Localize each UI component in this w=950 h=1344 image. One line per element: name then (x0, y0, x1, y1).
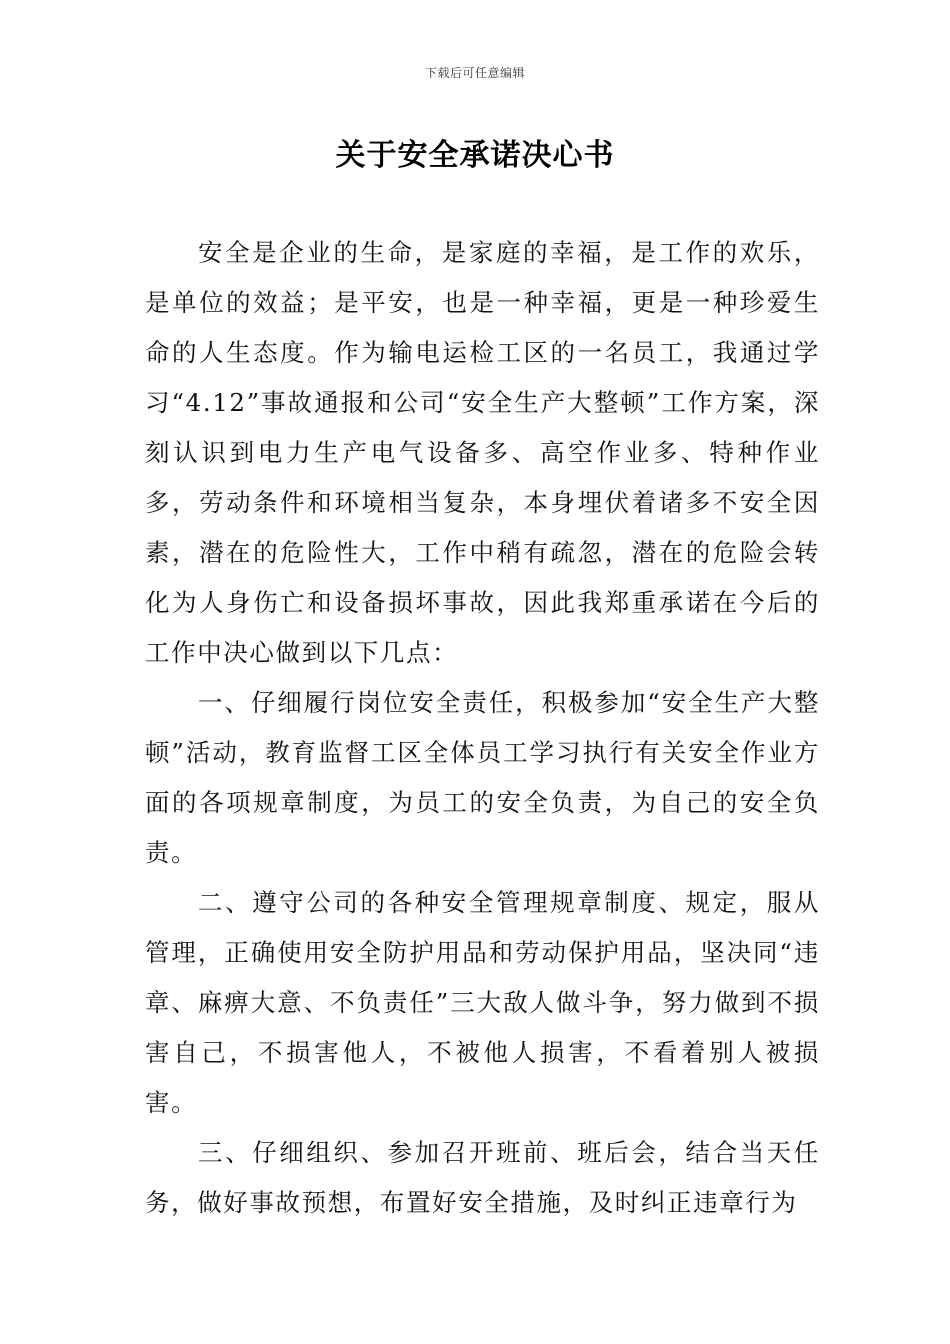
paragraph-point-one: 一、仔细履行岗位安全责任，积极参加“安全生产大整顿”活动，教育监督工区全体员工学习执行有关安全作业方面的各项规章制度，为员工的安全负责，为自己的安全负责。 (145, 688, 820, 867)
header-note: 下载后可任意编辑 (424, 66, 525, 80)
paragraph-intro: 安全是企业的生命，是家庭的幸福，是工作的欢乐，是单位的效益；是平安，也是一种幸福，更是一种珍爱生命的人生态度。作为输电运检工区的一名员工，我通过学习“4.12”事故通报和公司“安全生产大整顿”工作方案，深刻认识到电力生产电气设备多、高空作业多、特种作业多，劳动条件和环境相当复杂，本身埋伏着诸多不安全因素，潜在的危险性大，工作中稍有疏忽，潜在的危险会转化为人身伤亡和设备损坏事故，因此我郑重承诺在今后的工作中决心做到以下几点： (145, 238, 820, 667)
paragraph-point-three: 三、仔细组织、参加召开班前、班后会，结合当天任务，做好事故预想，布置好安全措施，及时纠正违章行为 (145, 1138, 820, 1217)
document-body (145, 228, 820, 1228)
page-title: 关于安全承诺决心书 (335, 138, 615, 173)
paragraph-point-two: 二、遵守公司的各种安全管理规章制度、规定，服从管理，正确使用安全防护用品和劳动保护用品，坚决同“违章、麻痹大意、不负责任”三大敌人做斗争，努力做到不损害自己，不损害他人，不被他人损害，不看着别人被损害。 (145, 888, 820, 1117)
